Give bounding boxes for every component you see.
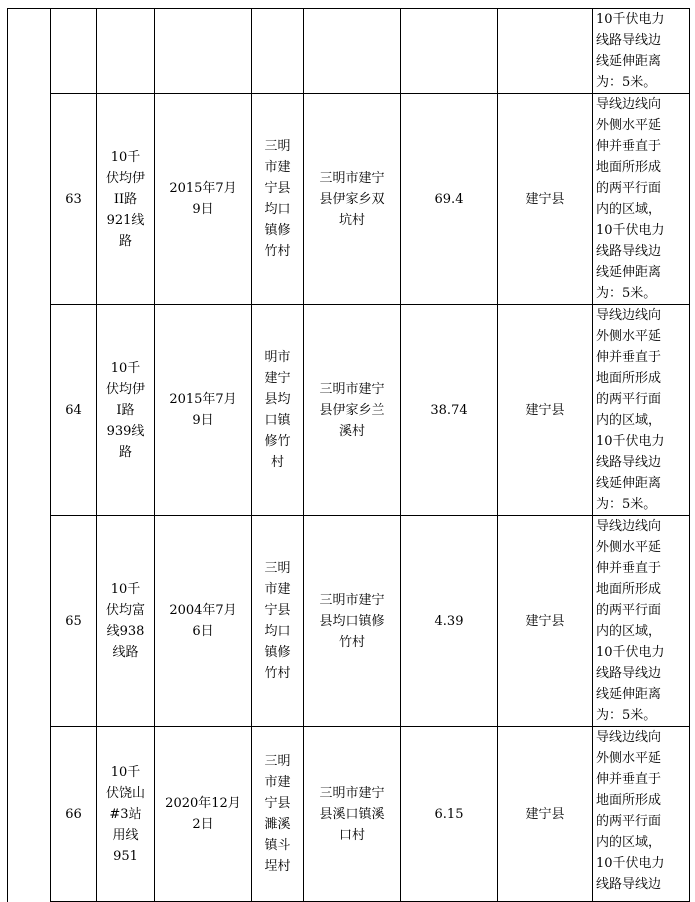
no-cell: 66 <box>51 727 97 902</box>
county-cell: 建宁县 <box>498 94 593 305</box>
village-line: 均口 <box>264 202 291 217</box>
no-cell: 63 <box>51 94 97 305</box>
line-name-cell <box>97 727 155 902</box>
remarks-line: 外侧水平延 <box>596 329 662 344</box>
remarks-line: 10千伏电力 <box>596 856 665 871</box>
date-line: 2004年7月 <box>169 603 237 618</box>
remarks-line: 地面所形成 <box>596 160 662 175</box>
location-cell <box>304 516 401 727</box>
line-name-line: 伏均伊 <box>105 381 145 397</box>
remarks-line: 的两平行面 <box>596 814 662 829</box>
village-line: 濉溪 <box>264 817 291 832</box>
date-line: 6日 <box>192 624 214 639</box>
remarks-line: 线延伸距离 <box>596 54 662 69</box>
village-cell <box>252 727 304 902</box>
remarks-line: 10千伏电力 <box>596 12 665 27</box>
remarks-line: 地面所形成 <box>596 582 662 597</box>
length-cell: 4.39 <box>401 516 498 727</box>
remarks-line: 伸并垂直于 <box>596 772 662 787</box>
remarks-cell <box>593 305 690 516</box>
village-line: 镇修 <box>264 223 291 238</box>
line-name-line: #3站 <box>109 806 142 822</box>
date-line: 2日 <box>192 817 214 832</box>
remarks-line: 内的区域， <box>596 624 662 639</box>
no-cell: 65 <box>51 516 97 727</box>
location-line: 坑村 <box>338 212 365 228</box>
line-name-line: 线938 <box>106 624 145 639</box>
remarks-line: 线延伸距离 <box>596 265 662 280</box>
location-cell <box>304 305 401 516</box>
remarks-line: 10千伏电力 <box>596 223 665 238</box>
line-name-line: 伏饶山 <box>105 785 145 801</box>
land-parcel-table <box>7 8 690 902</box>
location-line: 溪村 <box>338 423 365 439</box>
remarks-line: 伸并垂直于 <box>596 139 662 154</box>
table-row <box>8 516 690 727</box>
village-line: 宁县 <box>264 796 291 811</box>
line-name-line: 10千 <box>110 149 141 165</box>
remarks-cell <box>593 9 690 94</box>
remarks-line: 线路导线边 <box>596 33 662 48</box>
line-name-line: I路 <box>116 402 135 418</box>
line-name-line: 用线 <box>112 827 139 843</box>
village-line: 镇斗 <box>264 838 291 853</box>
date-cell <box>155 727 252 902</box>
line-name-line: 939线 <box>106 423 145 439</box>
location-line: 三明市建宁 <box>319 170 385 186</box>
village-line: 市建 <box>264 160 291 175</box>
village-cell <box>252 516 304 727</box>
location-line: 三明市建宁 <box>319 381 385 397</box>
remarks-line: 内的区域， <box>596 202 662 217</box>
village-cell <box>252 9 304 94</box>
remarks-line: 外侧水平延 <box>596 751 662 766</box>
line-name-line: 921线 <box>106 212 145 228</box>
location-line: 竹村 <box>338 634 365 650</box>
remarks-line: 内的区域， <box>596 835 662 850</box>
location-line: 县溪口镇溪 <box>319 806 385 822</box>
remarks-line: 线路导线边 <box>596 666 662 681</box>
line-name-cell <box>97 305 155 516</box>
line-name-line: 10千 <box>110 764 141 780</box>
remarks-line: 为：5米。 <box>596 497 657 512</box>
location-line: 县均口镇修 <box>319 613 385 629</box>
remarks-line: 线路导线边 <box>596 244 662 259</box>
remarks-line: 伸并垂直于 <box>596 350 662 365</box>
remarks-line: 导线边线向 <box>596 730 662 745</box>
line-name-cell <box>97 9 155 94</box>
line-name-line: 路 <box>118 444 132 460</box>
county-cell: 建宁县 <box>498 727 593 902</box>
line-name-line: 10千 <box>110 360 141 376</box>
remarks-line: 的两平行面 <box>596 603 662 618</box>
village-line: 三明 <box>264 754 291 769</box>
remarks-line: 10千伏电力 <box>596 645 665 660</box>
remarks-line: 线路导线边 <box>596 455 662 470</box>
village-line: 埕村 <box>264 859 291 874</box>
table-row-continued <box>8 9 690 94</box>
remarks-line: 导线边线向 <box>596 97 662 112</box>
remarks-line: 线路导线边 <box>596 877 662 892</box>
remarks-line: 线延伸距离 <box>596 687 662 702</box>
village-line: 竹村 <box>264 666 291 681</box>
remarks-line: 地面所形成 <box>596 793 662 808</box>
location-line: 三明市建宁 <box>319 592 385 608</box>
line-name-line: 路 <box>118 233 132 249</box>
date-line: 2020年12月 <box>165 796 241 811</box>
remarks-cell <box>593 516 690 727</box>
village-line: 修竹 <box>264 434 291 449</box>
remarks-line: 为：5米。 <box>596 286 657 301</box>
village-line: 村 <box>270 455 284 470</box>
remarks-line: 外侧水平延 <box>596 118 662 133</box>
location-cell <box>304 94 401 305</box>
line-name-line: 伏均伊 <box>105 170 145 186</box>
village-cell <box>252 305 304 516</box>
date-line: 2015年7月 <box>169 181 237 196</box>
remarks-line: 导线边线向 <box>596 308 662 323</box>
remarks-line: 地面所形成 <box>596 371 662 386</box>
county-cell: 建宁县 <box>498 305 593 516</box>
location-cell <box>304 9 401 94</box>
village-line: 明市 <box>264 350 291 365</box>
line-name-cell <box>97 516 155 727</box>
length-cell: 69.4 <box>401 94 498 305</box>
village-line: 竹村 <box>264 244 291 259</box>
no-cell <box>51 9 97 94</box>
line-name-line: 951 <box>113 848 138 864</box>
date-cell <box>155 94 252 305</box>
date-line: 9日 <box>192 202 214 217</box>
remarks-line: 的两平行面 <box>596 392 662 407</box>
date-line: 2015年7月 <box>169 392 237 407</box>
line-name-cell <box>97 94 155 305</box>
date-cell <box>155 516 252 727</box>
length-cell <box>401 9 498 94</box>
village-line: 三明 <box>264 561 291 576</box>
remarks-line: 外侧水平延 <box>596 540 662 555</box>
village-line: 镇修 <box>264 645 291 660</box>
remarks-line: 的两平行面 <box>596 181 662 196</box>
no-cell: 64 <box>51 305 97 516</box>
line-name-line: II路 <box>113 191 138 207</box>
village-cell <box>252 94 304 305</box>
location-cell <box>304 727 401 902</box>
village-line: 宁县 <box>264 181 291 196</box>
remarks-line: 为：5米。 <box>596 75 657 90</box>
location-line: 县伊家乡兰 <box>319 402 385 418</box>
village-line: 口镇 <box>264 413 291 428</box>
length-cell: 38.74 <box>401 305 498 516</box>
village-line: 均口 <box>264 624 291 639</box>
line-name-line: 伏均富 <box>105 603 145 618</box>
remarks-line: 伸并垂直于 <box>596 561 662 576</box>
remarks-line: 内的区域， <box>596 413 662 428</box>
remarks-cell <box>593 94 690 305</box>
line-name-line: 线路 <box>112 645 139 660</box>
village-line: 市建 <box>264 582 291 597</box>
outer-left-cell <box>8 9 51 902</box>
remarks-line: 导线边线向 <box>596 519 662 534</box>
remarks-line: 10千伏电力 <box>596 434 665 449</box>
remarks-line: 为：5米。 <box>596 708 657 723</box>
date-cell <box>155 305 252 516</box>
village-line: 县均 <box>264 392 291 407</box>
table-row <box>8 94 690 305</box>
table-row <box>8 305 690 516</box>
county-cell: 建宁县 <box>498 516 593 727</box>
date-cell <box>155 9 252 94</box>
location-line: 口村 <box>338 827 365 843</box>
village-line: 建宁 <box>264 371 291 386</box>
village-line: 三明 <box>264 139 291 154</box>
date-line: 9日 <box>192 413 214 428</box>
county-cell <box>498 9 593 94</box>
remarks-line: 线延伸距离 <box>596 476 662 491</box>
remarks-cell <box>593 727 690 902</box>
location-line: 三明市建宁 <box>319 785 385 801</box>
table-row <box>8 727 690 902</box>
location-line: 县伊家乡双 <box>319 191 385 207</box>
line-name-line: 10千 <box>110 582 141 597</box>
village-line: 宁县 <box>264 603 291 618</box>
village-line: 市建 <box>264 775 291 790</box>
length-cell: 6.15 <box>401 727 498 902</box>
